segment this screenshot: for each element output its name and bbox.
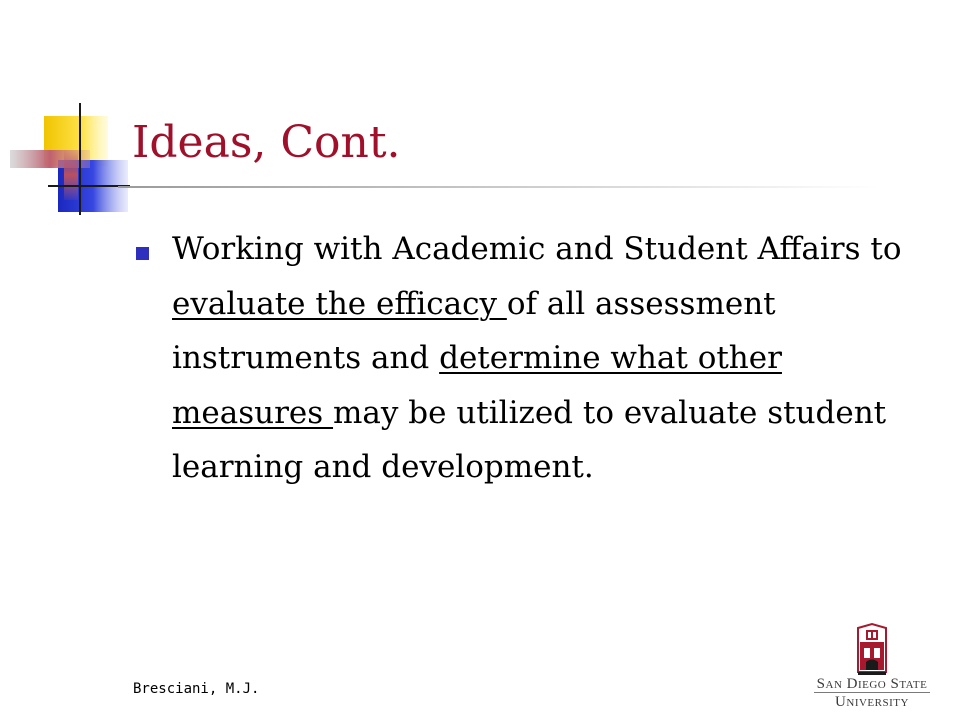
corner-decoration <box>0 0 140 230</box>
red-bar-vertical <box>64 150 78 200</box>
bullet-text <box>172 222 932 495</box>
bullet-text-segment: Working with Academic and Student Affairs to <box>172 231 902 267</box>
bullet-marker <box>136 247 149 260</box>
bullet-text-segment-underlined: evaluate the efficacy <box>172 285 507 322</box>
logo-wordmark-line2: University <box>835 694 909 710</box>
bullet-text-segment: may be utilized to evaluate student learning and development. <box>172 394 887 485</box>
bullet-text-segment: of all assessment instruments and <box>172 285 776 376</box>
logo-wordmark-line1: San Diego State <box>816 676 928 692</box>
slide-title: Ideas, Cont. <box>132 117 401 168</box>
logo-divider <box>814 692 930 693</box>
title-divider <box>118 186 878 188</box>
footer-author: Bresciani, M.J. <box>133 681 260 697</box>
university-logo <box>808 622 936 714</box>
sdsu-tower-emblem <box>808 622 936 678</box>
bullet-text-segment-underlined: determine what other measures <box>172 340 782 431</box>
